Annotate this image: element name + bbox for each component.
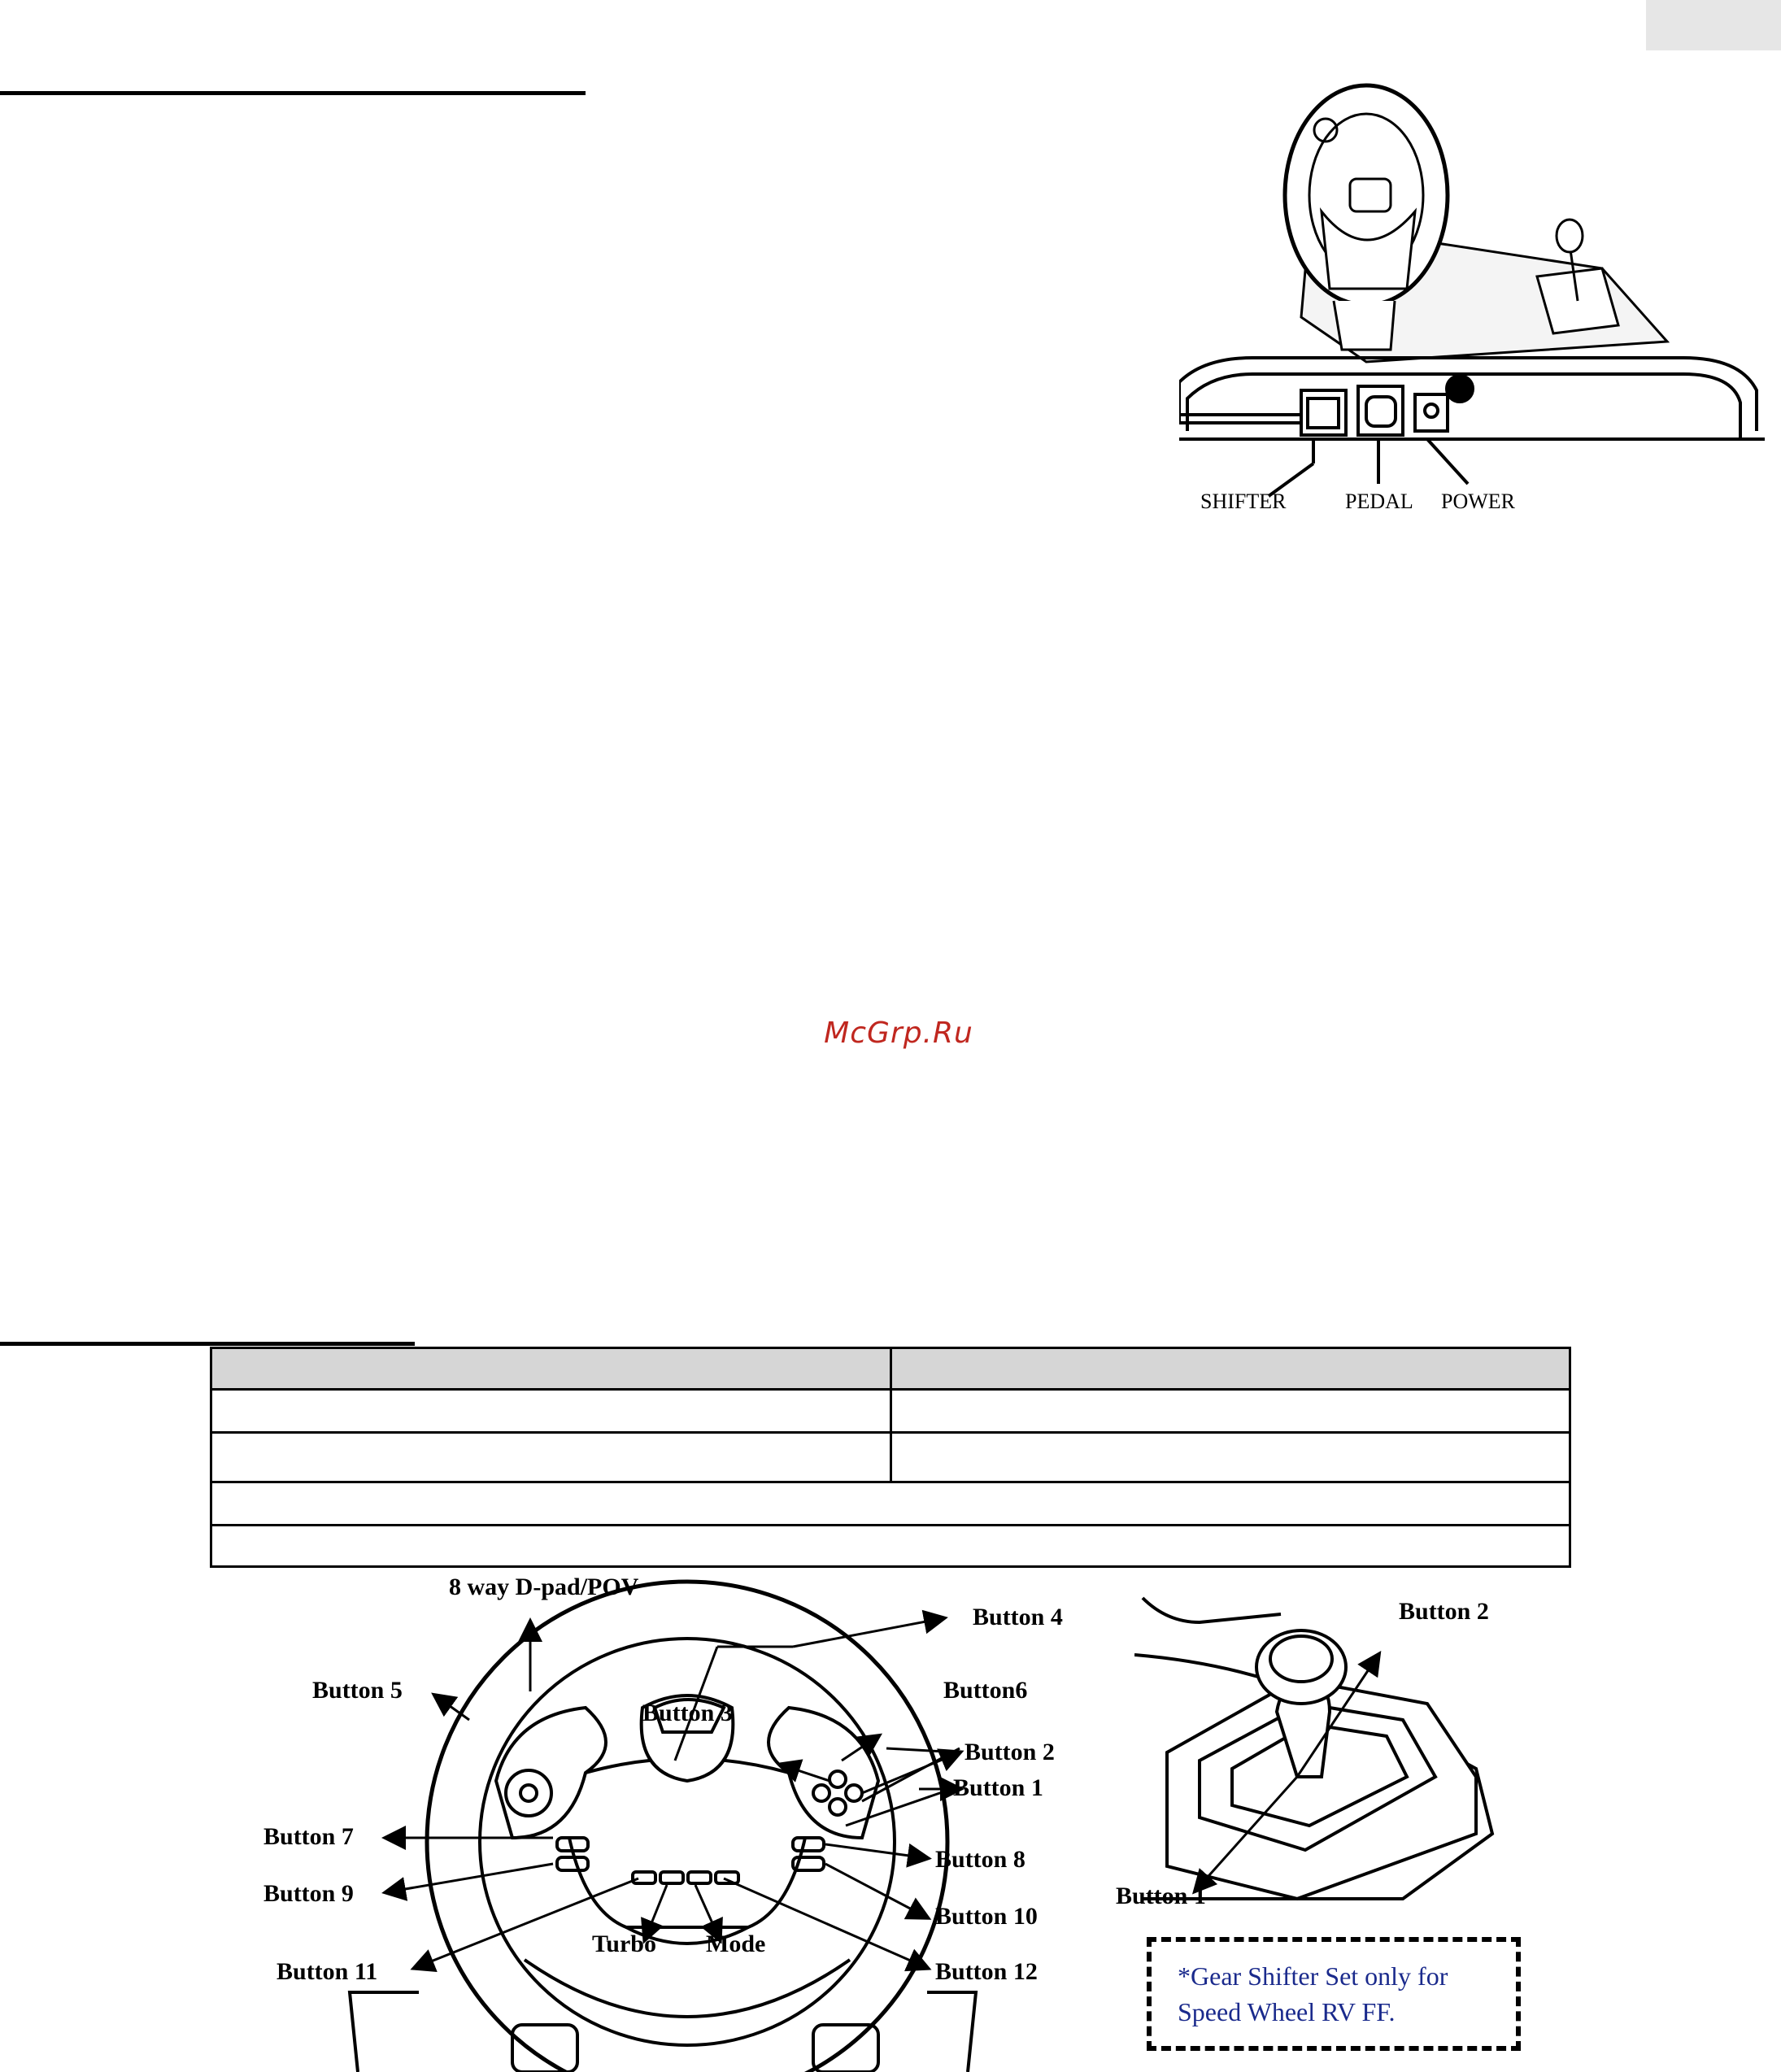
- shifter-note-line-2: Speed Wheel RV FF.: [1178, 1997, 1396, 2026]
- table-cell: [211, 1390, 891, 1433]
- wheel-button-diagram: [244, 1569, 1114, 2072]
- table-cell: [211, 1433, 891, 1482]
- table-cell: [890, 1390, 1570, 1433]
- button-7-label: Button 7: [263, 1823, 354, 1850]
- power-port-label: POWER: [1441, 490, 1515, 513]
- table-cell: [890, 1433, 1570, 1482]
- button-11-label: Button 11: [277, 1958, 378, 1985]
- button-8-label: Button 8: [935, 1846, 1025, 1873]
- table-cell: [890, 1348, 1570, 1390]
- table-cell: [211, 1482, 1570, 1526]
- table-cell: [211, 1348, 891, 1390]
- button-3-label: Button 3: [642, 1700, 733, 1726]
- shifter-button-2-label: Button 2: [1399, 1598, 1489, 1625]
- page-number-tab: [1646, 0, 1781, 50]
- turbo-label: Turbo: [592, 1931, 656, 1957]
- shifter-note-box: [1147, 1937, 1521, 2051]
- mode-label: Mode: [706, 1931, 766, 1957]
- shifter-button-1-label: Button 1: [1116, 1883, 1206, 1909]
- button-9-label: Button 9: [263, 1880, 354, 1907]
- table-row: [211, 1390, 1570, 1433]
- button-4-label: Button 4: [973, 1604, 1063, 1630]
- button-5-label: Button 5: [312, 1677, 403, 1704]
- button-2-label: Button 2: [965, 1739, 1055, 1765]
- spec-table: [210, 1347, 1571, 1568]
- button-12-label: Button 12: [935, 1958, 1038, 1985]
- button-6-label: Button6: [943, 1677, 1028, 1704]
- connection-illustration: [1179, 81, 1765, 512]
- table-row: [211, 1482, 1570, 1526]
- button-1-label: Button 1: [953, 1774, 1043, 1801]
- table-cell: [211, 1526, 1570, 1567]
- table-row: [211, 1433, 1570, 1482]
- watermark: McGrp.Ru: [824, 1016, 973, 1050]
- table-header-row: [211, 1348, 1570, 1390]
- dpad-label: 8 way D-pad/POV: [449, 1574, 639, 1600]
- section-rule-top: [0, 91, 586, 95]
- shifter-port-label: SHIFTER: [1200, 490, 1287, 513]
- button-10-label: Button 10: [935, 1903, 1038, 1930]
- gear-shifter-diagram: [1134, 1590, 1541, 1915]
- section-rule-middle: [0, 1342, 415, 1346]
- shifter-note-line-1: *Gear Shifter Set only for: [1178, 1961, 1448, 1991]
- pedal-port-label: PEDAL: [1345, 490, 1413, 513]
- table-row: [211, 1526, 1570, 1567]
